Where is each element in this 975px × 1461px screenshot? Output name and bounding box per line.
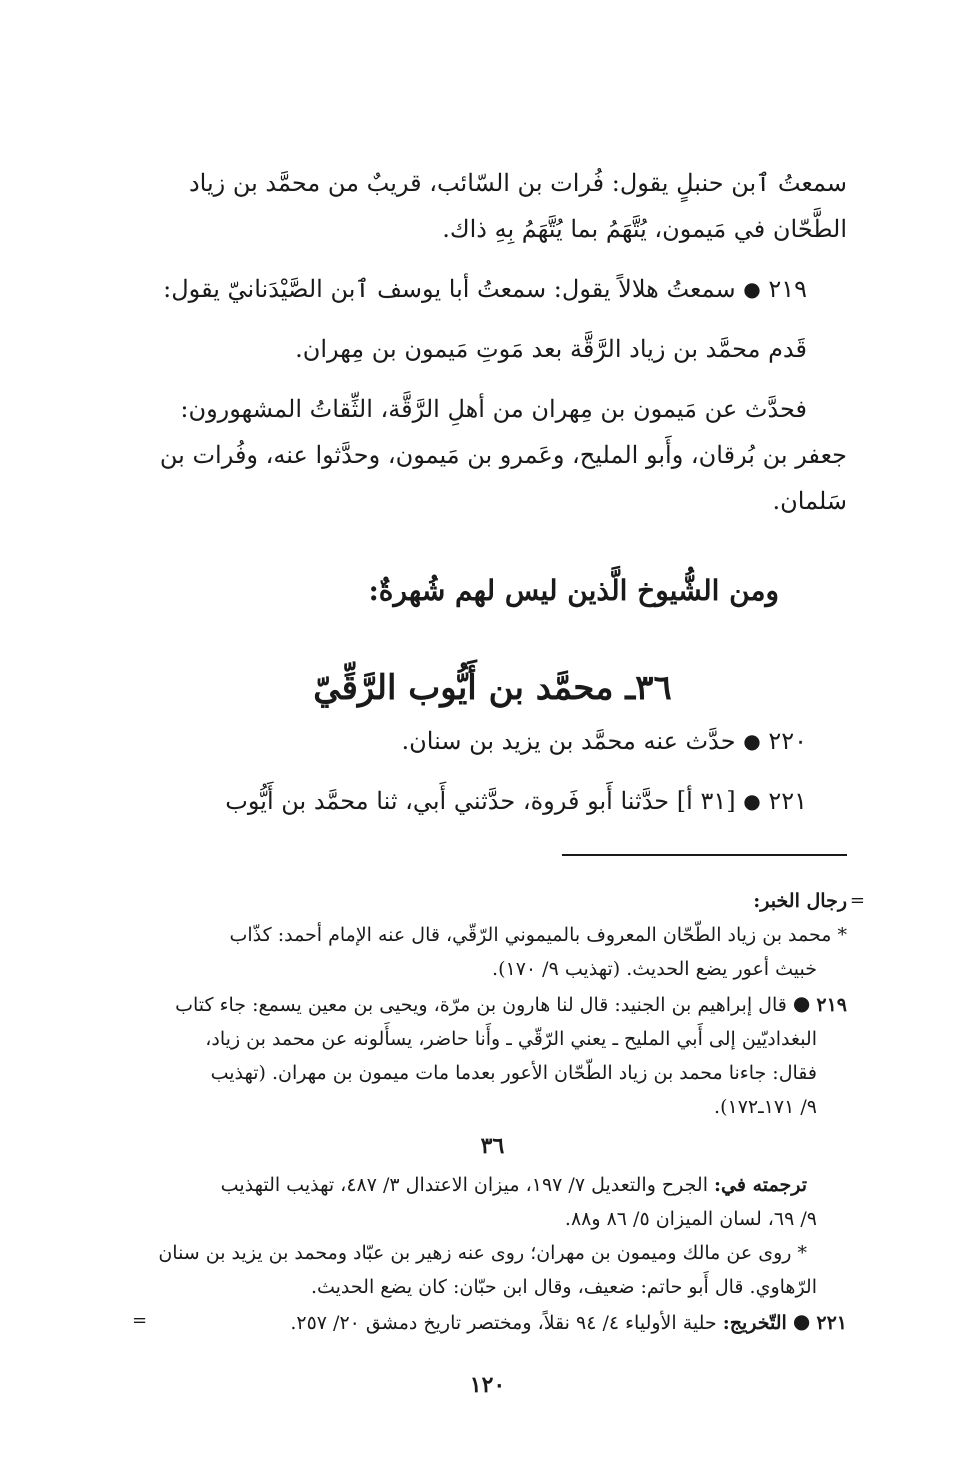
section-subheading: ومن الشُّيوخ الَّذين ليس لهم شُهرةٌ:: [368, 574, 779, 607]
footnote-line: ٩/ ١٧١ـ١٧٢).: [714, 1096, 817, 1118]
footnote-heading: رجال الخبر:: [753, 890, 847, 912]
footnote-text: حلية الأولياء ٤/ ٩٤ نقلاً، ومختصر تاريخ دمشق ٢٠/ ٢٥٧.: [290, 1312, 717, 1334]
footnote-line: [138, 1168, 847, 1202]
entry-number: ٢١٩: [768, 275, 807, 303]
page-content: [132, 160, 865, 1340]
rawa-block: [138, 1236, 847, 1304]
footnote-line: [138, 1304, 847, 1340]
paragraph-line: سمعتُ ٱبن حنبلٍ يقول: فُرات بن السّائب، قريبٌ من محمَّد بن زياد: [188, 169, 847, 197]
page-number: ١٢٠: [469, 1372, 506, 1398]
footnote-section-number: ٣٦: [480, 1133, 505, 1159]
continuation-mark: =: [849, 890, 865, 911]
entry-220: [138, 718, 847, 764]
entry-text: [٣١ أ] حدَّثنا أَبو فَروة، حدَّثني أَبي، ثنا محمَّد بن أَيُّوب: [225, 787, 736, 815]
footnote-separator: [562, 854, 847, 856]
footnote-line: [138, 986, 847, 1022]
footnote-line: * محمد بن زياد الطّحّان المعروف بالميموني الرّقّي، قال عنه الإمام أحمد: كذّاب: [229, 924, 847, 946]
entry-text: حدَّث عنه محمَّد بن يزيد بن سنان.: [401, 727, 736, 755]
footnote-text: الجرح والتعديل ٧/ ١٩٧، ميزان الاعتدال ٣/ ٤٨٧، تهذيب التهذيب: [220, 1174, 708, 1196]
footnote-line: البغداديّين إلى أَبي المليح ـ يعني الرّقّي ـ وأَنا حاضر، يسأَلونه عن محمد بن زياد،: [205, 1028, 817, 1050]
footnote-number: ٢١٩: [816, 994, 847, 1016]
bullet-icon: ●: [743, 277, 761, 301]
footnotes: [132, 884, 865, 1340]
entries: [138, 718, 847, 824]
footnote-line: * روى عن مالك وميمون بن مهران؛ روى عنه زهير بن عبّاد ومحمد بن يزيد بن سنان: [158, 1242, 807, 1264]
footnote-text: قال إبراهيم بن الجنيد: قال لنا هارون بن مرّة، ويحيى بن معين يسمع: جاء كتاب: [175, 994, 787, 1016]
paragraph-line: فحدَّث عن مَيمون بن مِهران من أهلِ الرَّقَّة، الثِّقاتُ المشهورون:: [180, 395, 807, 423]
footnote-number: ٢٢١: [816, 1312, 847, 1334]
footnote-line: فقال: جاءنا محمد بن زياد الطّحّان الأعور بعدما مات ميمون بن مهران. (تهذيب: [210, 1062, 817, 1084]
entry-text: سمعتُ هلالاً يقول: سمعتُ أبا يوسف ٱبن الصَّيْدَنانيّ يقول:: [163, 275, 736, 303]
bullet-icon: ●: [743, 729, 761, 753]
entry-number: ٢٢١: [768, 787, 807, 815]
paragraph-line: الطَّحّان في مَيمون، يُتَّهَمُ بما يُتَّهَمُ بِهِ ذاك.: [442, 215, 847, 243]
footnote-219: [138, 986, 847, 1124]
entry-219: [138, 266, 847, 312]
rijal-block: [138, 884, 865, 986]
footnote-line: الرّهاوي. قال أَبو حاتم: ضعيف، وقال ابن حبّان: كان يضع الحديث.: [310, 1276, 817, 1298]
paragraph-line: قَدم محمَّد بن زياد الرَّقَّة بعد مَوتِ مَيمون بن مِهران.: [295, 335, 807, 363]
entry-221: [138, 778, 847, 824]
main-text: [138, 160, 847, 524]
bullet-icon: ●: [792, 1309, 811, 1333]
bullet-icon: ●: [792, 991, 811, 1015]
footnote-line: ٩/ ٦٩، لسان الميزان ٥/ ٨٦ و٨٨.: [564, 1208, 817, 1230]
takhrij-label: التّخريج:: [722, 1312, 787, 1334]
continuation-mark: =: [132, 1310, 148, 1331]
footnote-221: [132, 1304, 847, 1340]
paragraph-line: جعفر بن بُرقان، وأَبو المليح، وعَمرو بن مَيمون، وحدَّثوا عنه، وفُرات بن: [159, 441, 847, 469]
bullet-icon: ●: [743, 789, 761, 813]
paragraph-line: سَلمان.: [772, 487, 847, 515]
chapter-title: ٣٦ـ محمَّد بن أَيُّوب الرَّقِّيّ: [313, 668, 672, 708]
tarjama-label: ترجمته في:: [714, 1174, 807, 1196]
entry-number: ٢٢٠: [768, 727, 807, 755]
footnote-line: خبيث أعور يضع الحديث. (تهذيب ٩/ ١٧٠).: [492, 958, 817, 980]
tarjama-block: [138, 1168, 847, 1236]
